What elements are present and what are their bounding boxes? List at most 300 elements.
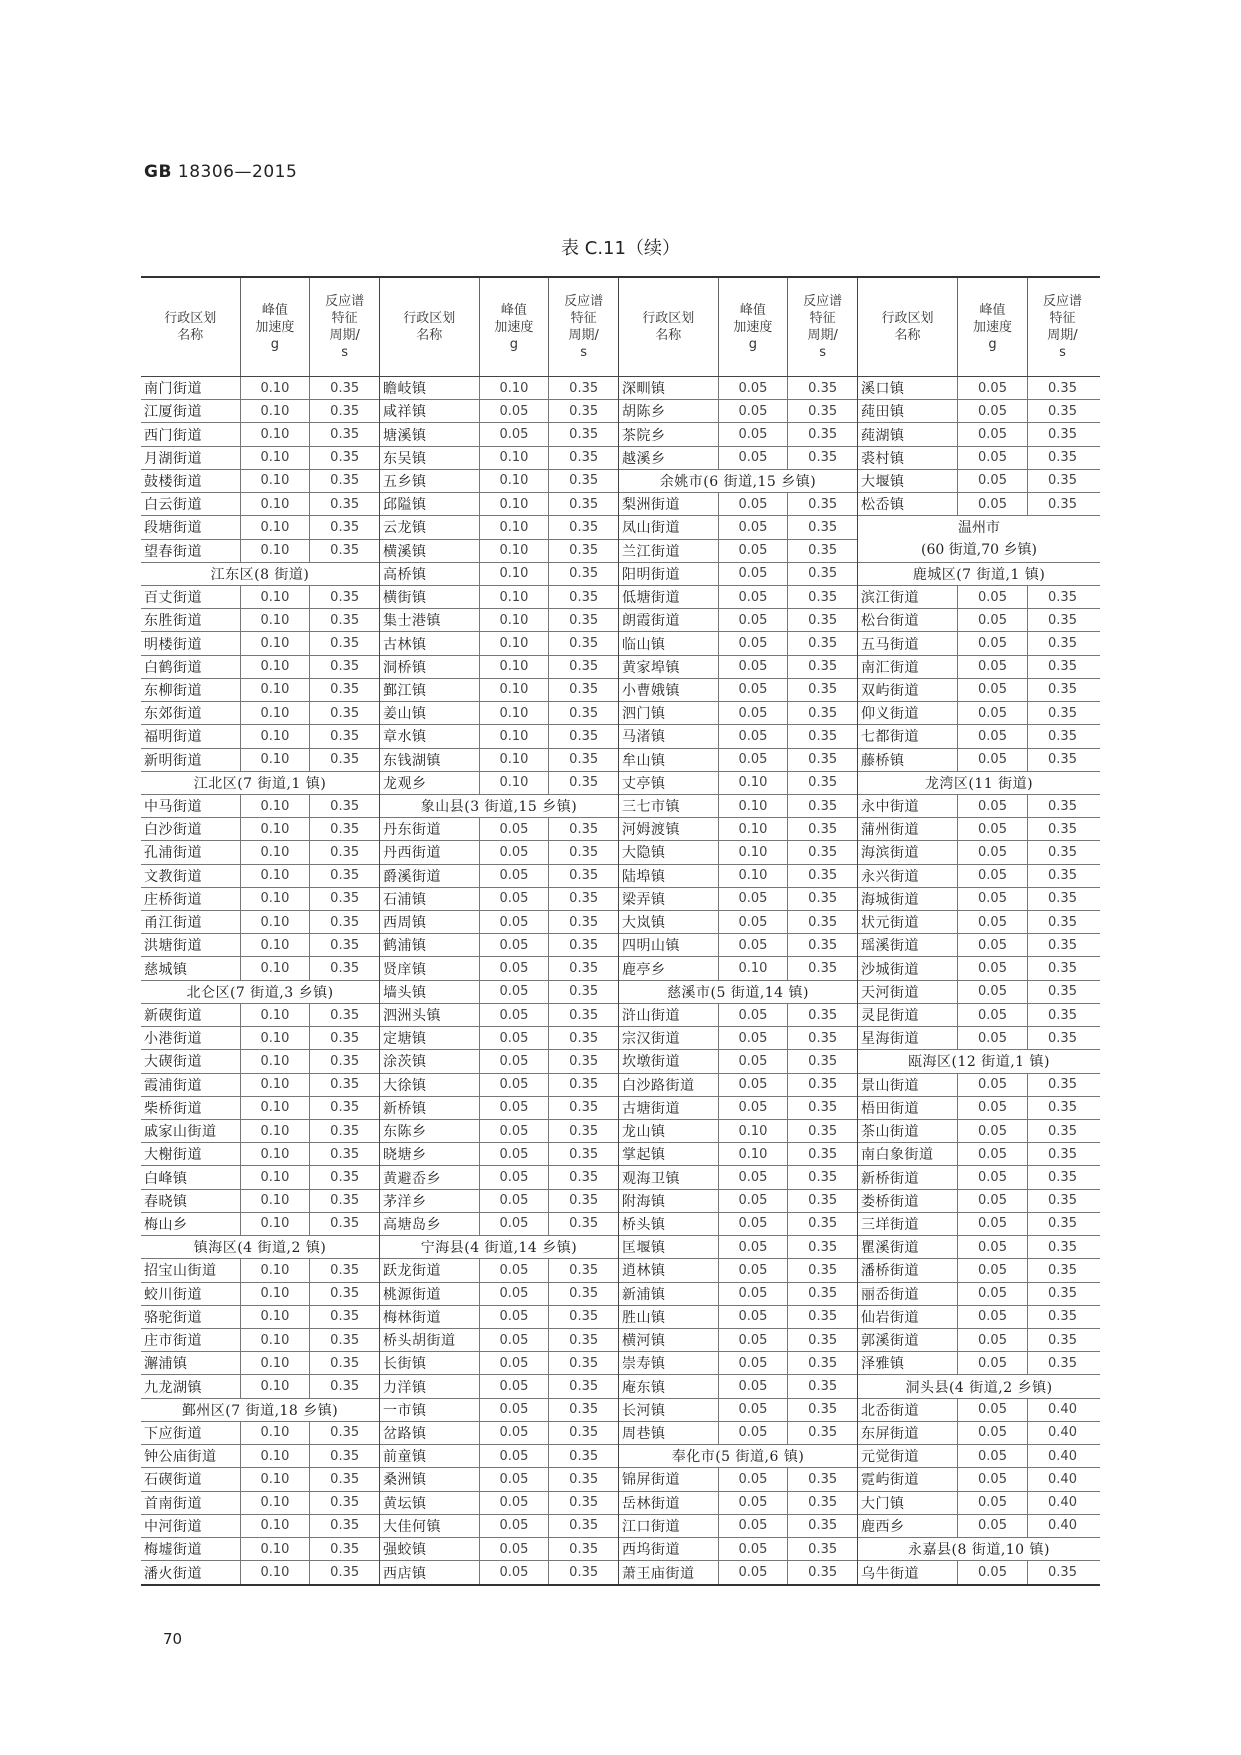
- cell-period: 0.35: [808, 589, 838, 605]
- cell-name: 小曹娥镇: [619, 679, 719, 701]
- cell-period: 0.35: [569, 1402, 599, 1418]
- table-row: [858, 1213, 1100, 1236]
- table-row: [141, 377, 379, 400]
- cell-period: 0.35: [808, 1286, 838, 1302]
- cell-accel: 0.05: [958, 586, 1028, 608]
- cell-period: 0.35: [569, 984, 599, 1000]
- cell-period: 0.35: [330, 682, 360, 698]
- section-heading: 鄞州区(7 街道,18 乡镇): [141, 1399, 379, 1422]
- cell-accel: 0.05: [719, 516, 789, 538]
- cell-period: 0.35: [808, 868, 838, 884]
- table-row: [858, 1259, 1100, 1282]
- cell-period: 0.35: [330, 543, 360, 559]
- table-row: [380, 1329, 618, 1352]
- table-row: [619, 1515, 857, 1538]
- cell-accel: 0.10: [241, 656, 311, 678]
- cell-accel: 0.10: [241, 1050, 311, 1072]
- cell-name: 娄桥街道: [858, 1190, 958, 1212]
- cell-accel: 0.05: [958, 957, 1028, 979]
- cell-period: 0.35: [1048, 1286, 1077, 1302]
- section-heading: 洞头县(4 街道,2 乡镇): [858, 1375, 1100, 1398]
- cell-accel: 0.10: [241, 911, 311, 933]
- cell-name: 石浦镇: [380, 888, 480, 910]
- cell-period: 0.35: [330, 821, 360, 837]
- cell-name: 五乡镇: [380, 470, 480, 492]
- cell-name: 云龙镇: [380, 516, 480, 538]
- cell-period: 0.35: [808, 1193, 838, 1209]
- cell-name: 桥头镇: [619, 1213, 719, 1235]
- table-row: [619, 795, 857, 818]
- table-row: [141, 1190, 379, 1213]
- cell-name: 郭溪街道: [858, 1329, 958, 1351]
- cell-period: 0.35: [808, 380, 838, 396]
- cell-accel: 0.05: [719, 563, 789, 585]
- cell-name: 跃龙街道: [380, 1259, 480, 1281]
- cell-period: 0.35: [569, 496, 599, 512]
- cell-name: 大堰镇: [858, 470, 958, 492]
- table-row: [141, 1166, 379, 1189]
- cell-name: 九龙湖镇: [141, 1375, 241, 1397]
- cell-accel: 0.10: [719, 772, 789, 794]
- cell-accel: 0.05: [480, 1306, 550, 1328]
- table-row: [380, 1050, 618, 1073]
- cell-period: 0.35: [330, 1146, 360, 1162]
- cell-accel: 0.10: [480, 772, 550, 794]
- table-row: [858, 1329, 1100, 1352]
- cell-accel: 0.05: [958, 1027, 1028, 1049]
- cell-name: 庄桥街道: [141, 888, 241, 910]
- cell-name: 西店镇: [380, 1561, 480, 1584]
- cell-period: 0.35: [330, 403, 360, 419]
- section-heading: 奉化市(5 街道,6 镇): [619, 1445, 857, 1468]
- cell-period: 0.35: [330, 1077, 360, 1093]
- cell-period: 0.35: [1048, 1332, 1077, 1348]
- cell-period: 0.35: [808, 728, 838, 744]
- cell-period: 0.35: [808, 1007, 838, 1023]
- standard-prefix: GB: [144, 162, 172, 182]
- cell-period: 0.35: [330, 1332, 360, 1348]
- cell-name: 凤山街道: [619, 516, 719, 538]
- table-row: [858, 447, 1100, 470]
- cell-name: 孔浦街道: [141, 841, 241, 863]
- cell-accel: 0.05: [480, 1213, 550, 1235]
- cell-accel: 0.05: [958, 632, 1028, 654]
- table-row: [380, 679, 618, 702]
- cell-name: 大岚镇: [619, 911, 719, 933]
- table-row: [141, 1097, 379, 1120]
- cell-accel: 0.05: [958, 1492, 1028, 1514]
- cell-period: 0.35: [808, 1239, 838, 1255]
- cell-period: 0.35: [808, 566, 838, 582]
- table-row: [380, 1492, 618, 1515]
- cell-accel: 0.05: [480, 1166, 550, 1188]
- cell-period: 0.35: [808, 961, 838, 977]
- cell-accel: 0.10: [719, 795, 789, 817]
- cell-accel: 0.10: [480, 679, 550, 701]
- cell-name: 澥浦镇: [141, 1352, 241, 1374]
- cell-name: 天河街道: [858, 981, 958, 1003]
- cell-period: 0.35: [1048, 1309, 1077, 1325]
- cell-name: 松台街道: [858, 609, 958, 631]
- cell-name: 古林镇: [380, 632, 480, 654]
- cell-period: 0.35: [330, 1471, 360, 1487]
- cell-name: 甬江街道: [141, 911, 241, 933]
- cell-period: 0.35: [808, 1123, 838, 1139]
- cell-name: 蛟川街道: [141, 1283, 241, 1305]
- table-row: [141, 1515, 379, 1538]
- cell-name: 永兴街道: [858, 865, 958, 887]
- cell-accel: 0.10: [241, 377, 311, 399]
- cell-name: 周巷镇: [619, 1422, 719, 1444]
- cell-accel: 0.05: [480, 818, 550, 840]
- cell-period: 0.40: [1048, 1425, 1077, 1441]
- cell-accel: 0.05: [958, 1143, 1028, 1165]
- cell-accel: 0.05: [480, 957, 550, 979]
- cell-accel: 0.05: [719, 1259, 789, 1281]
- cell-period: 0.35: [1048, 891, 1077, 907]
- table-row: [380, 1306, 618, 1329]
- cell-accel: 0.05: [719, 1352, 789, 1374]
- cell-period: 0.35: [808, 1379, 838, 1395]
- table-row: [619, 656, 857, 679]
- table-row: [858, 888, 1100, 911]
- table-row: [141, 1004, 379, 1027]
- cell-name: 首南街道: [141, 1492, 241, 1514]
- cell-accel: 0.10: [719, 818, 789, 840]
- cell-accel: 0.05: [719, 749, 789, 771]
- cell-period: 0.35: [1048, 914, 1077, 930]
- cell-period: 0.35: [569, 1053, 599, 1069]
- cell-accel: 0.05: [958, 1352, 1028, 1374]
- cell-period: 0.35: [808, 1565, 838, 1581]
- cell-accel: 0.10: [241, 1561, 311, 1584]
- cell-accel: 0.05: [719, 540, 789, 562]
- cell-period: 0.35: [808, 496, 838, 512]
- cell-accel: 0.05: [719, 1468, 789, 1490]
- cell-name: 逍林镇: [619, 1259, 719, 1281]
- cell-period: 0.35: [1048, 868, 1077, 884]
- table-row: [141, 911, 379, 934]
- section-heading: 镇海区(4 街道,2 镇): [141, 1236, 379, 1259]
- table-row: [619, 841, 857, 864]
- table-row: [619, 911, 857, 934]
- cell-name: 横街镇: [380, 586, 480, 608]
- cell-accel: 0.05: [480, 1515, 550, 1537]
- cell-accel: 0.05: [958, 1399, 1028, 1421]
- table-row: [858, 586, 1100, 609]
- table-row: [858, 1166, 1100, 1189]
- cell-period: 0.35: [1048, 1146, 1077, 1162]
- table-row: [141, 1027, 379, 1050]
- cell-name: 星海街道: [858, 1027, 958, 1049]
- cell-name: 阳明街道: [619, 563, 719, 585]
- cell-period: 0.35: [330, 1053, 360, 1069]
- table-row: [858, 1074, 1100, 1097]
- table-row: [141, 656, 379, 679]
- table-row: [380, 1445, 618, 1468]
- table-row: [858, 1399, 1100, 1422]
- cell-period: 0.35: [1048, 427, 1077, 443]
- table-row: [619, 1166, 857, 1189]
- header-name: 行政区划 名称: [858, 278, 958, 376]
- table-row: [380, 1143, 618, 1166]
- cell-name: 洪塘街道: [141, 934, 241, 956]
- header-name: 行政区划 名称: [619, 278, 719, 376]
- header-accel: 峰值 加速度 g: [480, 278, 550, 376]
- table-row: [380, 1352, 618, 1375]
- cell-name: 月湖街道: [141, 447, 241, 469]
- cell-name: 东屏街道: [858, 1422, 958, 1444]
- cell-period: 0.35: [1048, 496, 1077, 512]
- cell-name: 涂茨镇: [380, 1050, 480, 1072]
- cell-name: 锦屏街道: [619, 1468, 719, 1490]
- cell-name: 西周镇: [380, 911, 480, 933]
- cell-name: 定塘镇: [380, 1027, 480, 1049]
- cell-period: 0.35: [330, 636, 360, 652]
- cell-accel: 0.10: [241, 1259, 311, 1281]
- cell-name: 浒山街道: [619, 1004, 719, 1026]
- cell-period: 0.35: [330, 752, 360, 768]
- table-row: [619, 749, 857, 772]
- cell-name: 瞿溪街道: [858, 1236, 958, 1258]
- cell-name: 梁弄镇: [619, 888, 719, 910]
- cell-period: 0.35: [808, 705, 838, 721]
- table-row: [141, 679, 379, 702]
- cell-name: 海城街道: [858, 888, 958, 910]
- table-row: [619, 1004, 857, 1027]
- table-row: [858, 725, 1100, 748]
- section-heading: 慈溪市(5 街道,14 镇): [619, 981, 857, 1004]
- cell-accel: 0.05: [719, 725, 789, 747]
- table-row: [141, 1422, 379, 1445]
- cell-period: 0.35: [808, 1541, 838, 1557]
- cell-accel: 0.10: [480, 609, 550, 631]
- cell-name: 柴桥街道: [141, 1097, 241, 1119]
- cell-accel: 0.05: [480, 1352, 550, 1374]
- cell-accel: 0.05: [719, 1190, 789, 1212]
- cell-period: 0.35: [1048, 473, 1077, 489]
- cell-name: 东钱湖镇: [380, 749, 480, 771]
- header-period: 反应谱 特征 周期/ s: [325, 294, 365, 360]
- header-accel: 峰值 加速度 g: [241, 278, 311, 376]
- cell-period: 0.35: [1048, 1170, 1077, 1186]
- table-row: [858, 1306, 1100, 1329]
- cell-period: 0.35: [330, 868, 360, 884]
- cell-name: 骆驼街道: [141, 1306, 241, 1328]
- cell-period: 0.35: [569, 705, 599, 721]
- cell-period: 0.35: [569, 1146, 599, 1162]
- table-row: [858, 1352, 1100, 1375]
- cell-period: 0.35: [330, 844, 360, 860]
- cell-name: 深甽镇: [619, 377, 719, 399]
- cell-accel: 0.10: [241, 493, 311, 515]
- cell-name: 新明街道: [141, 749, 241, 771]
- table-row: [380, 749, 618, 772]
- cell-accel: 0.05: [719, 1027, 789, 1049]
- cell-accel: 0.05: [958, 447, 1028, 469]
- cell-name: 下应街道: [141, 1422, 241, 1444]
- table-row: [380, 586, 618, 609]
- table-row: [619, 516, 857, 539]
- table-row: [380, 1468, 618, 1491]
- cell-period: 0.35: [569, 1495, 599, 1511]
- cell-period: 0.35: [1048, 705, 1077, 721]
- table-row: [858, 679, 1100, 702]
- cell-accel: 0.10: [241, 1143, 311, 1165]
- cell-accel: 0.10: [241, 1004, 311, 1026]
- cell-accel: 0.10: [480, 632, 550, 654]
- cell-name: 越溪乡: [619, 447, 719, 469]
- cell-name: 莼田镇: [858, 400, 958, 422]
- cell-period: 0.35: [1048, 821, 1077, 837]
- cell-accel: 0.05: [480, 1050, 550, 1072]
- cell-accel: 0.10: [480, 540, 550, 562]
- cell-name: 岳林街道: [619, 1492, 719, 1514]
- table-row: [380, 981, 618, 1004]
- cell-name: 仰义街道: [858, 702, 958, 724]
- cell-accel: 0.05: [719, 656, 789, 678]
- cell-period: 0.40: [1048, 1518, 1077, 1534]
- cell-period: 0.35: [569, 473, 599, 489]
- cell-accel: 0.10: [480, 563, 550, 585]
- cell-accel: 0.05: [480, 400, 550, 422]
- cell-period: 0.35: [808, 636, 838, 652]
- cell-accel: 0.05: [480, 1120, 550, 1142]
- cell-period: 0.35: [1048, 844, 1077, 860]
- cell-name: 一市镇: [380, 1399, 480, 1421]
- cell-period: 0.35: [808, 427, 838, 443]
- cell-period: 0.35: [808, 1030, 838, 1046]
- cell-name: 洞桥镇: [380, 656, 480, 678]
- cell-period: 0.35: [1048, 961, 1077, 977]
- cell-name: 附海镇: [619, 1190, 719, 1212]
- table-row: [141, 1143, 379, 1166]
- header-name: 行政区划 名称: [141, 278, 241, 376]
- cell-period: 0.35: [569, 659, 599, 675]
- cell-accel: 0.05: [958, 656, 1028, 678]
- cell-name: 丈亭镇: [619, 772, 719, 794]
- cell-accel: 0.10: [241, 1120, 311, 1142]
- cell-accel: 0.05: [719, 1050, 789, 1072]
- cell-period: 0.35: [330, 1425, 360, 1441]
- cell-accel: 0.05: [480, 1143, 550, 1165]
- cell-name: 黄家埠镇: [619, 656, 719, 678]
- table-row: [141, 1259, 379, 1282]
- section-heading: 江东区(8 街道): [141, 563, 379, 586]
- cell-name: 陆埠镇: [619, 865, 719, 887]
- cell-name: 梨洲街道: [619, 493, 719, 515]
- cell-period: 0.35: [569, 1216, 599, 1232]
- cell-accel: 0.10: [241, 1515, 311, 1537]
- cell-name: 江厦街道: [141, 400, 241, 422]
- table-row: [858, 1004, 1100, 1027]
- cell-period: 0.40: [1048, 1471, 1077, 1487]
- cell-accel: 0.05: [958, 1236, 1028, 1258]
- table-row: [619, 1213, 857, 1236]
- cell-accel: 0.05: [958, 470, 1028, 492]
- cell-accel: 0.05: [480, 1004, 550, 1026]
- cell-accel: 0.10: [241, 1213, 311, 1235]
- table-row: [380, 1538, 618, 1561]
- cell-period: 0.40: [1048, 1402, 1077, 1418]
- cell-name: 横溪镇: [380, 540, 480, 562]
- table-row: [619, 1190, 857, 1213]
- table-row: [141, 1375, 379, 1398]
- cell-name: 莼湖镇: [858, 423, 958, 445]
- cell-name: 大榭街道: [141, 1143, 241, 1165]
- cell-period: 0.35: [1048, 1355, 1077, 1371]
- table-row: [619, 540, 857, 563]
- cell-name: 永中街道: [858, 795, 958, 817]
- cell-period: 0.40: [1048, 1448, 1077, 1464]
- cell-accel: 0.05: [719, 1399, 789, 1421]
- table-row: [619, 818, 857, 841]
- section-heading: 江北区(7 街道,1 镇): [141, 772, 379, 795]
- cell-period: 0.35: [1048, 403, 1077, 419]
- table-row: [141, 1468, 379, 1491]
- cell-name: 新浦镇: [619, 1283, 719, 1305]
- table-row: [380, 1399, 618, 1422]
- cell-accel: 0.05: [719, 1329, 789, 1351]
- cell-accel: 0.05: [958, 934, 1028, 956]
- table-panel: [858, 278, 1100, 1584]
- cell-name: 东柳街道: [141, 679, 241, 701]
- cell-name: 泗门镇: [619, 702, 719, 724]
- cell-period: 0.35: [808, 1077, 838, 1093]
- cell-name: 晓塘乡: [380, 1143, 480, 1165]
- cell-name: 梅山乡: [141, 1213, 241, 1235]
- table-row: [380, 1166, 618, 1189]
- cell-period: 0.35: [330, 1355, 360, 1371]
- page-number: 70: [163, 1630, 183, 1648]
- table-row: [141, 934, 379, 957]
- cell-accel: 0.10: [241, 702, 311, 724]
- cell-accel: 0.05: [958, 725, 1028, 747]
- table-row: [380, 911, 618, 934]
- cell-accel: 0.05: [719, 702, 789, 724]
- cell-period: 0.35: [808, 543, 838, 559]
- cell-accel: 0.05: [719, 911, 789, 933]
- cell-name: 白云街道: [141, 493, 241, 515]
- cell-accel: 0.10: [480, 447, 550, 469]
- cell-name: 萧王庙街道: [619, 1561, 719, 1584]
- table-row: [858, 1027, 1100, 1050]
- cell-period: 0.35: [330, 1030, 360, 1046]
- cell-period: 0.35: [1048, 636, 1077, 652]
- table-row: [380, 516, 618, 539]
- cell-name: 景山街道: [858, 1074, 958, 1096]
- cell-accel: 0.10: [241, 400, 311, 422]
- cell-accel: 0.10: [719, 1143, 789, 1165]
- table-row: [380, 1422, 618, 1445]
- cell-accel: 0.05: [719, 1561, 789, 1584]
- table-row: [619, 1074, 857, 1097]
- cell-period: 0.35: [330, 1216, 360, 1232]
- cell-name: 宗汉街道: [619, 1027, 719, 1049]
- cell-period: 0.35: [808, 1402, 838, 1418]
- cell-period: 0.35: [569, 1100, 599, 1116]
- table-row: [380, 656, 618, 679]
- cell-period: 0.35: [569, 450, 599, 466]
- table-row: [141, 1329, 379, 1352]
- cell-name: 福明街道: [141, 725, 241, 747]
- cell-name: 滨江街道: [858, 586, 958, 608]
- table-row: [141, 1492, 379, 1515]
- cell-accel: 0.05: [719, 1538, 789, 1560]
- cell-period: 0.35: [569, 1332, 599, 1348]
- table-row: [619, 772, 857, 795]
- cell-accel: 0.05: [958, 1190, 1028, 1212]
